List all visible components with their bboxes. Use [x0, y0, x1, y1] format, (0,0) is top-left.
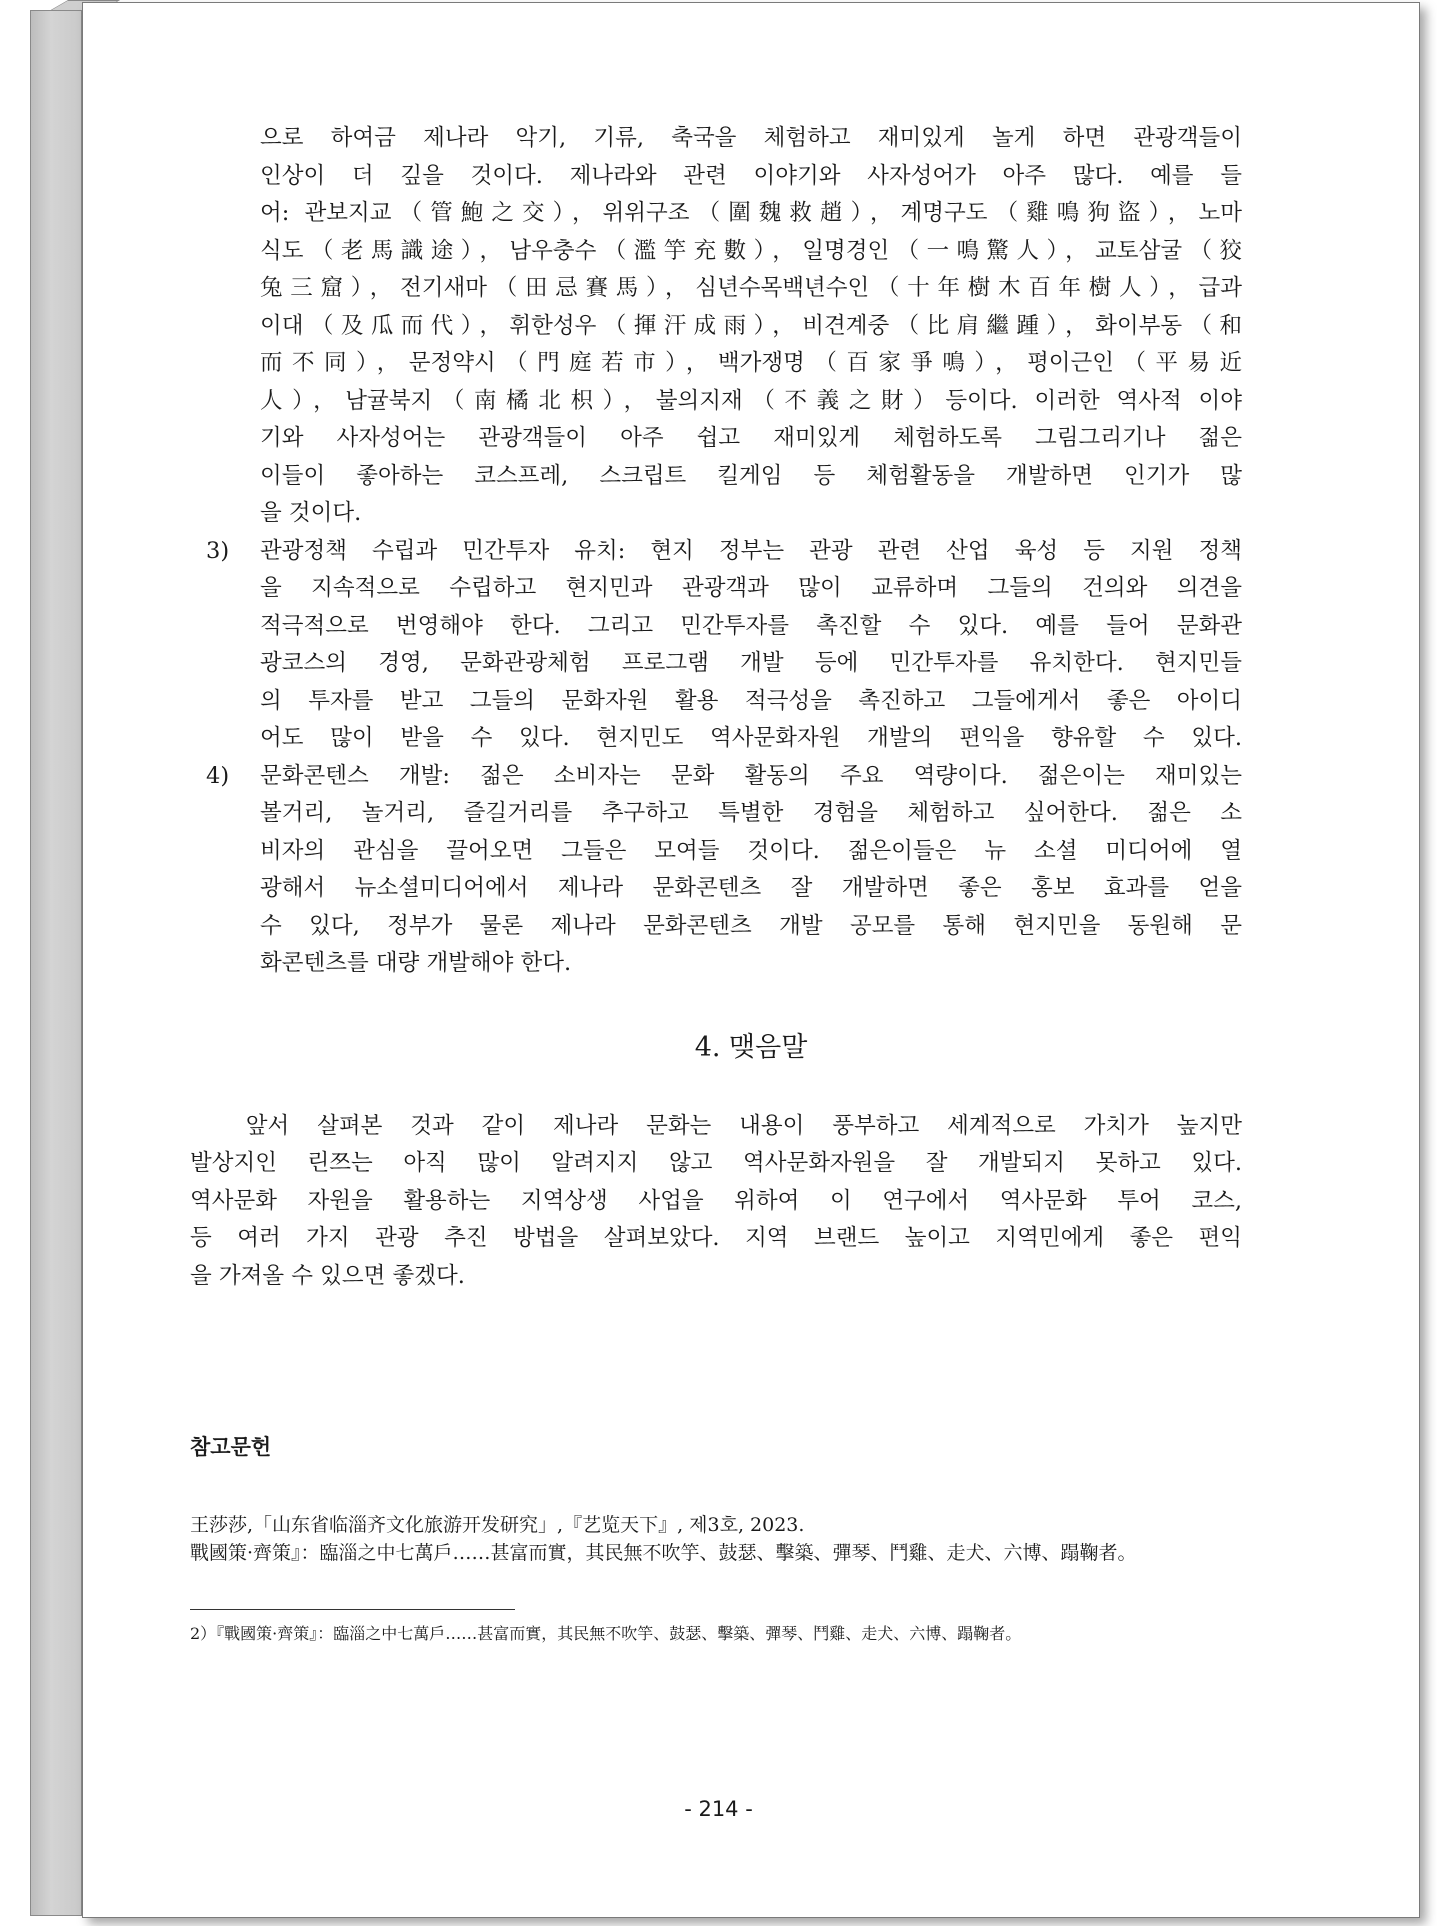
text-line: 이대（及瓜而代），휘한성우（揮汗成雨），비견계중（比肩繼踵），화이부동（和: [260, 312, 1242, 339]
text-line: 앞서 살펴본 것과 같이 제나라 문화는 내용이 풍부하고 세계적으로 가치가 높지만: [190, 1112, 1242, 1139]
text-line: 식도（老馬識途），남우충수（濫竽充數），일명경인（一鳴驚人），교토삼굴（狡: [260, 237, 1242, 264]
footnote-divider: [190, 1609, 515, 1610]
text-line: 인상이 더 깊을 것이다. 제나라와 관련 이야기와 사자성어가 아주 많다. 예를 들: [260, 162, 1242, 189]
text-line: 而不同），문정약시（門庭若市），백가쟁명（百家爭鳴），평이근인（平易近: [260, 350, 1242, 376]
text-line: 문화콘텐스 개발: 젊은 소비자는 문화 활동의 주요 역량이다. 젊은이는 재미있는: [260, 762, 1242, 789]
continuation-paragraph: [190, 120, 1242, 533]
conclusion-paragraph: [190, 1108, 1242, 1296]
text-line: 볼거리, 놀거리, 즐길거리를 추구하고 특별한 경험을 체험하고 싶어한다. 젊은 소: [260, 800, 1242, 826]
section-heading: 4. 맺음말: [694, 1031, 808, 1063]
book-spine: [30, 10, 82, 1916]
text-line: 을 가져올 수 있으면 좋겠다.: [190, 1262, 465, 1289]
references-title: 참고문헌: [190, 1435, 272, 1459]
text-line: 수 있다, 정부가 물론 제나라 문화콘텐츠 개발 공모를 통해 현지민을 동원해 문: [260, 912, 1242, 939]
list-item-3: [190, 533, 1242, 758]
text-line: 兔三窟），전기새마（田忌賽馬），심년수목백년수인（十年樹木百年樹人），급과: [260, 275, 1242, 301]
page-content: [190, 120, 1242, 1646]
text-line: 광해서 뉴소셜미디어에서 제나라 문화콘텐츠 잘 개발하면 좋은 홍보 효과를 얻을: [260, 875, 1242, 901]
page-number: - 214 -: [684, 1797, 753, 1821]
text-line: 의 투자를 받고 그들의 문화자원 활용 적극성을 촉진하고 그들에게서 좋은 아이디: [260, 687, 1242, 714]
text-line: 으로 하여금 제나라 악기, 기류, 축국을 체험하고 재미있게 놀게 하면 관광객들이: [260, 125, 1242, 151]
list-item-number: 4): [206, 762, 230, 789]
text-line: 적극적으로 번영해야 한다. 그리고 민간투자를 촉진할 수 있다. 예를 들어 문화관: [260, 612, 1242, 639]
text-line: 발상지인 린쯔는 아직 많이 알려지지 않고 역사문화자원을 잘 개발되지 못하고 있다.: [190, 1150, 1242, 1176]
text-line: 관광정책 수립과 민간투자 유치: 현지 정부는 관광 관련 산업 육성 등 지원 정책: [260, 537, 1242, 564]
reference-entry: 王莎莎,「山东省临淄齐文化旅游开发研究」,『艺览天下』, 제3호, 2023.: [190, 1514, 805, 1536]
text-line: 비자의 관심을 끌어오면 그들은 모여들 것이다. 젊은이들은 뉴 소셜 미디어에 열: [260, 837, 1242, 864]
footnote: 2）『戰國策·齊策』：臨淄之中七萬戶……甚富而實，其民無不吹竽、鼓瑟、擊築、彈琴、鬥雞、走犬、六博、蹋鞠者。: [190, 1624, 1022, 1643]
text-line: 화콘텐츠를 대량 개발해야 한다.: [260, 950, 572, 976]
text-line: 광코스의 경영, 문화관광체험 프로그램 개발 등에 민간투자를 유치한다. 현지민들: [260, 650, 1242, 676]
text-line: 등 여러 가지 관광 추진 방법을 살펴보았다. 지역 브랜드 높이고 지역민에게 좋은 편익: [190, 1225, 1242, 1251]
text-line: 人），남귤북지（南橘北枳），불의지재（不義之財）등이다. 이러한 역사적 이야: [260, 387, 1242, 414]
text-line: 어: 관보지교（管鮑之交），위위구조（圍魏救趙），계명구도（雞鳴狗盜），노마: [260, 200, 1242, 226]
text-line: 을 것이다.: [260, 500, 362, 526]
text-line: 역사문화 자원을 활용하는 지역상생 사업을 위하여 이 연구에서 역사문화 투어 코스,: [190, 1187, 1242, 1214]
list-item-4: [190, 758, 1242, 983]
text-line: 을 지속적으로 수립하고 현지민과 관광객과 많이 교류하며 그들의 건의와 의견을: [260, 575, 1242, 601]
reference-entry: 戰國策·齊策』：臨淄之中七萬戶……甚富而實，其民無不吹竽、鼓瑟、擊築、彈琴、鬥雞、走犬、六博、蹋鞠者。: [190, 1542, 1137, 1564]
text-line: 이들이 좋아하는 코스프레, 스크립트 킬게임 등 체험활동을 개발하면 인기가 많: [260, 462, 1242, 489]
text-line: 기와 사자성어는 관광객들이 아주 쉽고 재미있게 체험하도록 그림그리기나 젊은: [260, 425, 1242, 451]
text-line: 어도 많이 받을 수 있다. 현지민도 역사문화자원 개발의 편익을 향유할 수 있다.: [260, 725, 1242, 751]
list-item-number: 3): [206, 537, 230, 564]
